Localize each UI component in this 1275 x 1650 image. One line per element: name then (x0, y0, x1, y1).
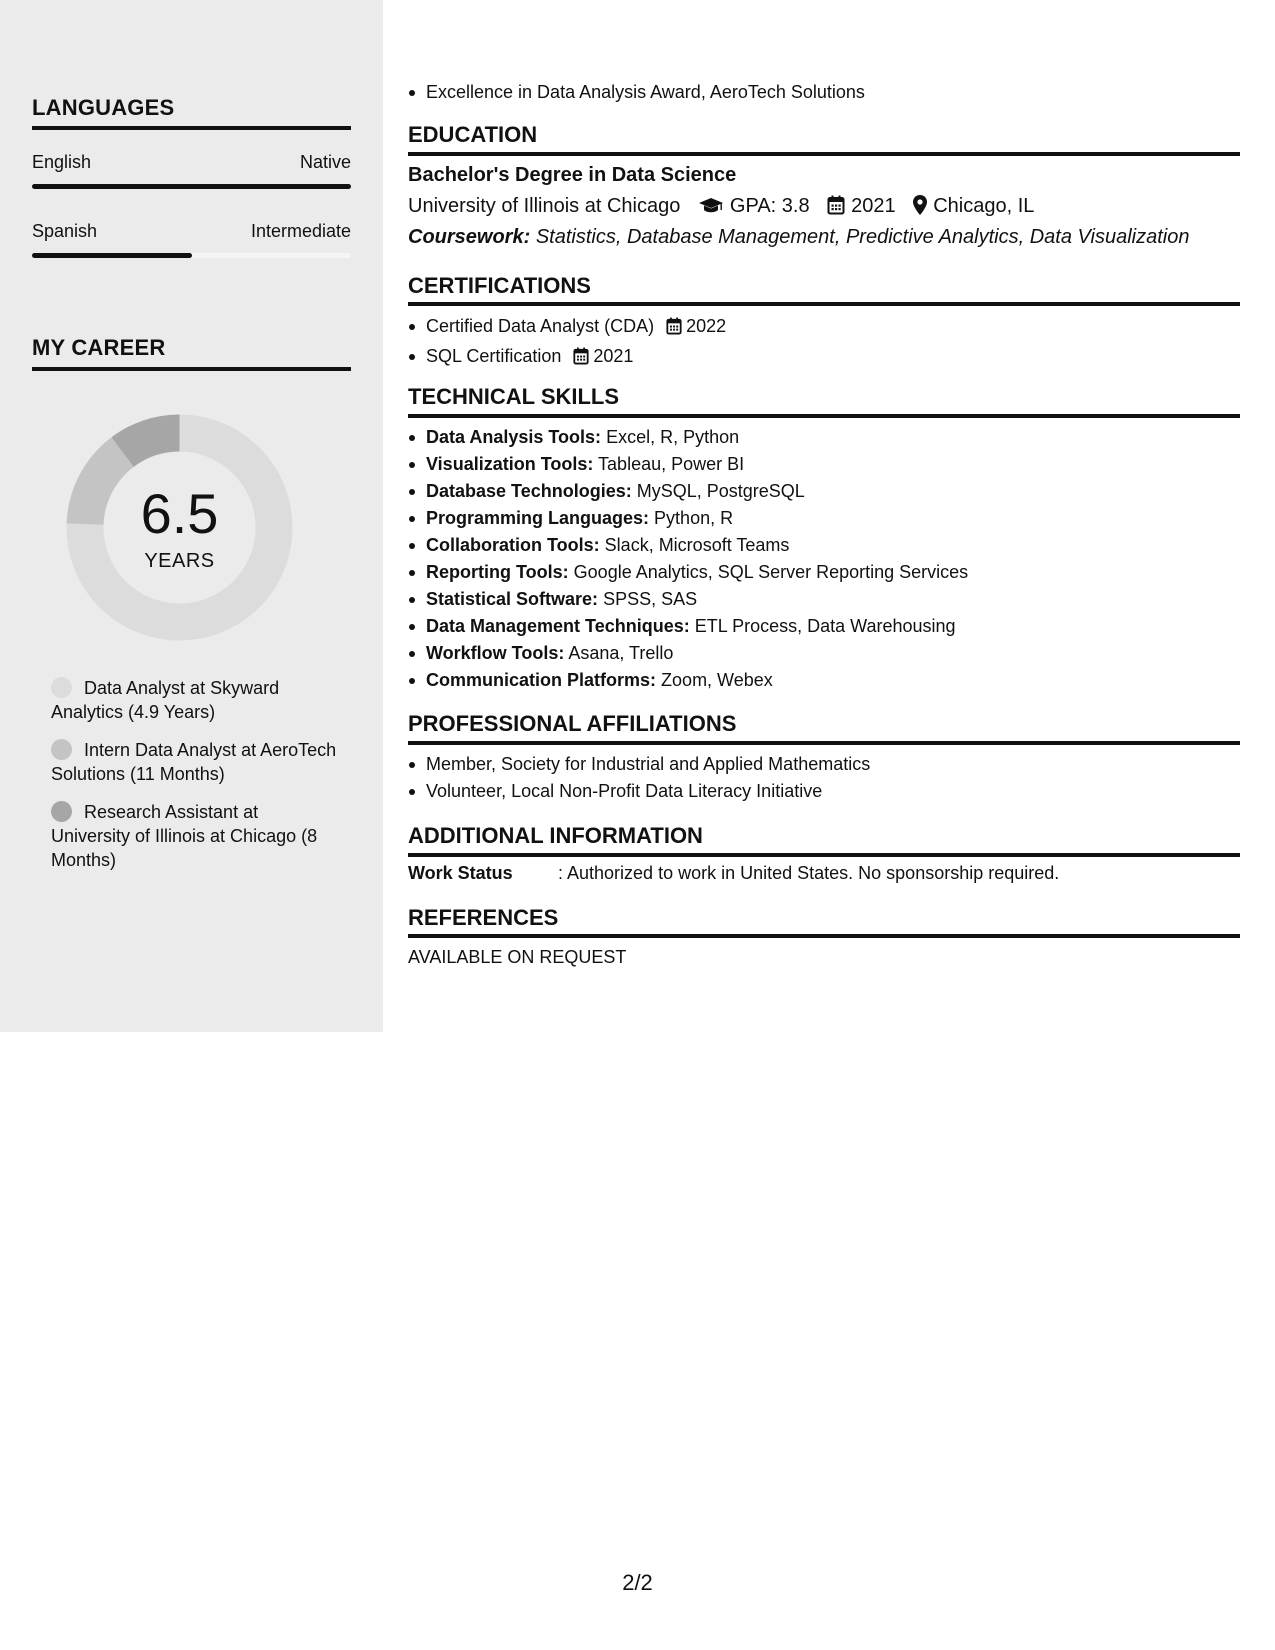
languages-heading-rule (32, 126, 351, 130)
calendar-icon (827, 195, 845, 221)
language-proficiency-fill (32, 253, 192, 258)
skill-value: SPSS, SAS (603, 589, 698, 609)
languages-heading: LANGUAGES (32, 95, 175, 120)
certification-name: SQL Certification (426, 346, 562, 366)
language-name: English (32, 152, 92, 172)
language-proficiency-bar (32, 253, 351, 258)
technical-skills-list (426, 424, 1226, 694)
education-gpa: GPA: 3.8 (729, 195, 810, 217)
certifications-heading: CERTIFICATIONS (408, 273, 591, 298)
skill-label: Statistical Software: (426, 589, 599, 609)
career-donut-chart (66, 414, 293, 641)
skill-label: Reporting Tools: (426, 562, 569, 582)
affiliations-heading-rule (408, 741, 1240, 745)
affiliation-item: Member, Society for Industrial and Applied Mathematics (426, 751, 1226, 778)
certification-year: 2022 (686, 316, 727, 336)
skill-item (426, 478, 1226, 505)
technical-skills-heading: TECHNICAL SKILLS (408, 384, 620, 409)
career-legend-item (51, 738, 341, 786)
skill-value: Slack, Microsoft Teams (604, 535, 790, 555)
work-status-value: : Authorized to work in United States. No sponsorship required. (558, 863, 1060, 883)
skill-label: Database Technologies: (426, 481, 632, 501)
location-pin-icon (913, 195, 927, 221)
skill-value: Asana, Trello (568, 643, 674, 663)
career-legend-label: Intern Data Analyst at AeroTech Solutions (11 Months) (51, 740, 337, 784)
technical-skills-heading-rule (408, 414, 1240, 418)
education-location: Chicago, IL (933, 195, 1035, 217)
education-degree: Bachelor's Degree in Data Science (408, 164, 737, 186)
certification-year: 2021 (593, 346, 634, 366)
skill-item (426, 586, 1226, 613)
language-level: Native (299, 152, 351, 172)
skill-value: Zoom, Webex (661, 670, 773, 690)
skill-item (426, 613, 1226, 640)
legend-dot (51, 739, 72, 760)
graduation-cap-icon (698, 197, 724, 221)
references-heading-rule (408, 934, 1240, 938)
language-proficiency-bar (32, 184, 351, 189)
career-legend (51, 676, 341, 886)
coursework-label: Coursework: (408, 226, 531, 248)
skill-item (426, 424, 1226, 451)
skill-label: Data Management Techniques: (426, 616, 690, 636)
legend-dot (51, 677, 72, 698)
career-legend-label: Research Assistant at University of Illinois at Chicago (8 Months) (51, 802, 318, 870)
certification-item (426, 313, 1226, 343)
skill-label: Programming Languages: (426, 508, 650, 528)
certifications-list (426, 313, 1226, 373)
certifications-heading-rule (408, 302, 1240, 306)
page-number: 2/2 (622, 1570, 653, 1595)
skill-value: ETL Process, Data Warehousing (694, 616, 956, 636)
references-heading: REFERENCES (408, 905, 559, 930)
additional-info-heading: ADDITIONAL INFORMATION (408, 823, 703, 848)
skill-value: Excel, R, Python (606, 427, 740, 447)
references-text: AVAILABLE ON REQUEST (408, 947, 627, 967)
work-status-row (408, 863, 1059, 884)
work-status-label: Work Status (408, 863, 513, 883)
affiliations-list (426, 751, 1226, 805)
skill-item (426, 451, 1226, 478)
skill-value: MySQL, PostgreSQL (636, 481, 805, 501)
language-level: Intermediate (250, 221, 351, 241)
coursework-text: Statistics, Database Management, Predictive Analytics, Data Visualization (535, 226, 1190, 248)
sidebar (0, 0, 383, 1032)
education-coursework (408, 226, 1189, 249)
awards-list (426, 79, 1226, 106)
legend-dot (51, 801, 72, 822)
skill-item (426, 559, 1226, 586)
skill-value: Google Analytics, SQL Server Reporting Services (573, 562, 969, 582)
language-row-spanish (32, 221, 351, 242)
additional-info-heading-rule (408, 853, 1240, 857)
affiliations-heading: PROFESSIONAL AFFILIATIONS (408, 711, 737, 736)
skill-item (426, 532, 1226, 559)
certification-name: Certified Data Analyst (CDA) (426, 316, 655, 336)
skill-item (426, 667, 1226, 694)
career-total-unit: YEARS (144, 550, 215, 572)
career-heading-rule (32, 367, 351, 371)
education-school: University of Illinois at Chicago (408, 195, 681, 217)
education-year: 2021 (851, 195, 896, 217)
skill-label: Communication Platforms: (426, 670, 657, 690)
education-heading-rule (408, 152, 1240, 156)
skill-value: Tableau, Power BI (598, 454, 745, 474)
career-legend-item (51, 676, 341, 724)
skill-label: Workflow Tools: (426, 643, 565, 663)
calendar-icon (573, 346, 589, 373)
language-row-english (32, 152, 351, 173)
skill-value: Python, R (654, 508, 734, 528)
career-total-value: 6.5 (140, 482, 219, 545)
skill-label: Visualization Tools: (426, 454, 594, 474)
education-heading: EDUCATION (408, 122, 538, 147)
career-legend-label: Data Analyst at Skyward Analytics (4.9 Years) (51, 678, 280, 722)
education-details (408, 195, 1034, 221)
skill-item (426, 505, 1226, 532)
career-heading: MY CAREER (32, 335, 166, 360)
career-donut-center (66, 414, 293, 641)
skill-label: Data Analysis Tools: (426, 427, 602, 447)
certification-item (426, 343, 1226, 373)
skill-label: Collaboration Tools: (426, 535, 600, 555)
skill-item (426, 640, 1226, 667)
language-name: Spanish (32, 221, 98, 241)
career-legend-item (51, 800, 341, 872)
affiliation-item: Volunteer, Local Non-Profit Data Literacy Initiative (426, 778, 1226, 805)
award-item: Excellence in Data Analysis Award, AeroTech Solutions (426, 79, 1226, 106)
calendar-icon (666, 316, 682, 343)
language-proficiency-fill (32, 184, 351, 189)
